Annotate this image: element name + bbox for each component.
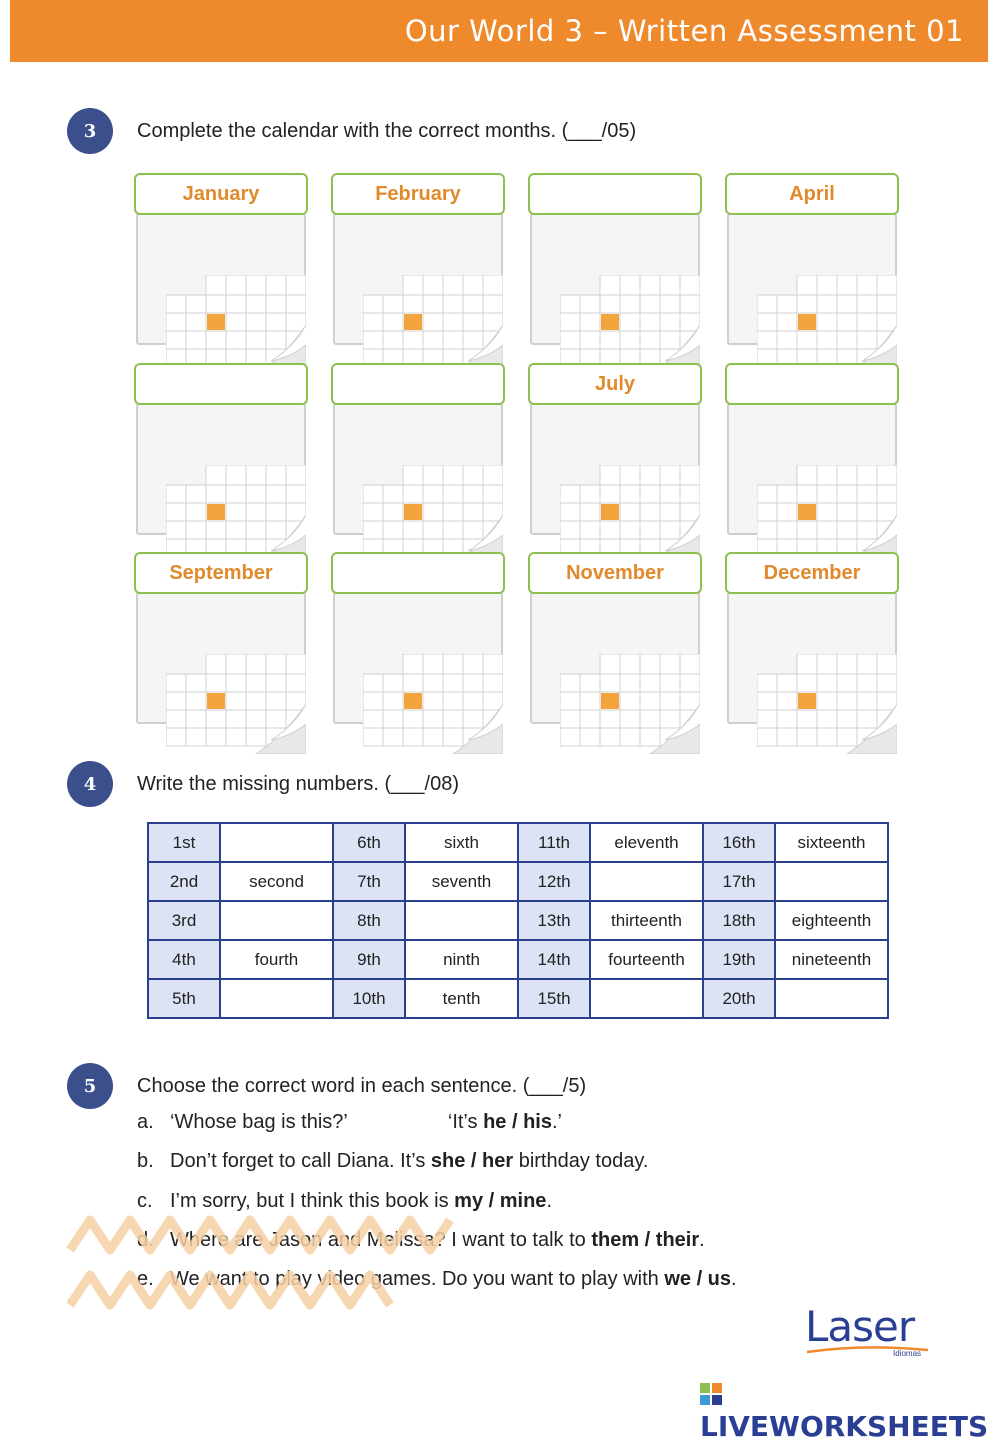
ordinal-number-cell: 9th — [333, 940, 405, 979]
word-choice[interactable]: my / mine — [454, 1190, 547, 1212]
ordinal-number-cell: 1st — [148, 823, 220, 862]
word-choice[interactable]: he / his — [483, 1111, 552, 1133]
month-answer-box[interactable] — [134, 363, 308, 405]
sentence-letter: b. — [137, 1150, 154, 1172]
calendar-page — [136, 403, 306, 535]
ordinal-number-cell: 15th — [518, 979, 590, 1018]
question-5-instruction: Choose the correct word in each sentence. (___/5) — [137, 1075, 587, 1097]
ordinal-number-cell: 14th — [518, 940, 590, 979]
calendar-page — [530, 213, 700, 345]
question-5-number: 5 — [67, 1063, 113, 1109]
ordinal-number-cell: 6th — [333, 823, 405, 862]
calendar-8 — [725, 363, 901, 539]
ordinal-number-cell: 2nd — [148, 862, 220, 901]
calendar-grid-icon — [757, 275, 897, 375]
sentence-text: .’ — [551, 1111, 562, 1133]
sentence-letter: c. — [137, 1190, 153, 1212]
calendar-12 — [725, 552, 901, 728]
sentence-text: I’m sorry, but I think this book is — [170, 1190, 455, 1212]
sentence-letter: e. — [137, 1268, 154, 1290]
ordinal-word-cell: sixth — [405, 823, 518, 862]
liveworksheets-watermark — [700, 1377, 1000, 1443]
calendar-7 — [528, 363, 704, 539]
sentence-letter: a. — [137, 1111, 154, 1133]
word-choice[interactable]: them / their — [591, 1229, 700, 1251]
calendar-page — [727, 403, 897, 535]
ordinal-word-cell: fourteenth — [590, 940, 703, 979]
calendar-page — [333, 592, 503, 724]
calendar-1 — [134, 173, 310, 349]
sentence-b — [137, 1150, 648, 1173]
ordinal-word-cell: sixteenth — [775, 823, 888, 862]
table-row — [148, 823, 888, 862]
ordinal-answer-cell[interactable] — [405, 901, 518, 940]
ordinal-word-cell: seventh — [405, 862, 518, 901]
sentence-text: . — [731, 1268, 737, 1290]
header-title: Our World 3 – Written Assessment 01 — [404, 14, 964, 48]
month-label: December — [725, 552, 899, 594]
decorative-zigzag — [65, 1205, 465, 1320]
sentence-text: birthday today. — [513, 1150, 649, 1172]
calendar-grid-icon — [363, 465, 503, 565]
calendar-page — [136, 213, 306, 345]
calendar-10 — [331, 552, 507, 728]
laser-logo — [805, 1302, 914, 1351]
calendar-grid-icon — [363, 275, 503, 375]
ordinal-number-cell: 20th — [703, 979, 775, 1018]
ordinal-word-cell: fourth — [220, 940, 333, 979]
ordinal-word-cell: thirteenth — [590, 901, 703, 940]
calendar-grid-icon — [363, 654, 503, 754]
ordinal-number-cell: 8th — [333, 901, 405, 940]
calendar-9 — [134, 552, 310, 728]
ordinal-answer-cell[interactable] — [590, 979, 703, 1018]
word-choice[interactable]: we / us — [664, 1268, 732, 1290]
calendar-grid-icon — [757, 654, 897, 754]
ordinal-number-cell: 17th — [703, 862, 775, 901]
calendar-grid-icon — [166, 275, 306, 375]
question-4-number: 4 — [67, 761, 113, 807]
ordinal-number-cell: 12th — [518, 862, 590, 901]
month-label: February — [331, 173, 505, 215]
table-row — [148, 862, 888, 901]
ordinal-number-cell: 18th — [703, 901, 775, 940]
calendar-page — [727, 592, 897, 724]
calendar-2 — [331, 173, 507, 349]
sentence-text: . — [546, 1190, 552, 1212]
table-row — [148, 940, 888, 979]
ordinal-number-cell: 19th — [703, 940, 775, 979]
calendar-page — [727, 213, 897, 345]
ordinal-answer-cell[interactable] — [220, 823, 333, 862]
ordinal-answer-cell[interactable] — [220, 979, 333, 1018]
ordinal-answer-cell[interactable] — [775, 862, 888, 901]
laser-logo-text: Laser — [805, 1302, 915, 1351]
ordinal-number-cell: 7th — [333, 862, 405, 901]
table-row — [148, 979, 888, 1018]
calendar-5 — [134, 363, 310, 539]
ordinal-answer-cell[interactable] — [220, 901, 333, 940]
table-row — [148, 901, 888, 940]
month-answer-box[interactable] — [528, 173, 702, 215]
sentence-text: . — [699, 1229, 705, 1251]
calendar-page — [333, 213, 503, 345]
ordinal-word-cell: ninth — [405, 940, 518, 979]
ordinal-numbers-table — [147, 822, 889, 1019]
question-3-number: 3 — [67, 108, 113, 154]
month-label: January — [134, 173, 308, 215]
sentence-letter: d. — [137, 1229, 154, 1251]
month-answer-box[interactable] — [331, 363, 505, 405]
month-answer-box[interactable] — [725, 363, 899, 405]
sentence-text: Where are Jason and Melissa? I want to talk to — [170, 1229, 592, 1251]
ordinal-word-cell: eighteenth — [775, 901, 888, 940]
calendar-grid-icon — [166, 465, 306, 565]
calendar-grid-icon — [560, 654, 700, 754]
calendar-4 — [725, 173, 901, 349]
sentence-text: We want to play video games. Do you want to play with — [170, 1268, 665, 1290]
sentence-text: ‘It’s — [447, 1111, 484, 1133]
ordinal-word-cell: eleventh — [590, 823, 703, 862]
calendar-page — [333, 403, 503, 535]
calendar-page — [530, 403, 700, 535]
ordinal-number-cell: 10th — [333, 979, 405, 1018]
calendar-grid-icon — [757, 465, 897, 565]
ordinal-number-cell: 11th — [518, 823, 590, 862]
calendar-3 — [528, 173, 704, 349]
month-label: July — [528, 363, 702, 405]
calendar-grid-icon — [560, 275, 700, 375]
question-4-instruction: Write the missing numbers. (___/08) — [137, 773, 459, 795]
ordinal-number-cell: 5th — [148, 979, 220, 1018]
ordinal-number-cell: 16th — [703, 823, 775, 862]
calendar-page — [136, 592, 306, 724]
calendar-6 — [331, 363, 507, 539]
page-header — [10, 0, 988, 62]
watermark-text: LIVEWORKSHEETS — [700, 1410, 989, 1443]
ordinal-answer-cell[interactable] — [775, 979, 888, 1018]
calendar-11 — [528, 552, 704, 728]
ordinal-answer-cell[interactable] — [590, 862, 703, 901]
ordinal-word-cell: nineteenth — [775, 940, 888, 979]
ordinal-word-cell: second — [220, 862, 333, 901]
month-label: September — [134, 552, 308, 594]
ordinal-number-cell: 3rd — [148, 901, 220, 940]
ordinal-number-cell: 13th — [518, 901, 590, 940]
sentence-a — [137, 1111, 562, 1134]
month-label: April — [725, 173, 899, 215]
sentence-text: Don’t forget to call Diana. It’s — [170, 1150, 431, 1172]
month-label: November — [528, 552, 702, 594]
month-answer-box[interactable] — [331, 552, 505, 594]
ordinal-word-cell: tenth — [405, 979, 518, 1018]
calendar-grid-icon — [166, 654, 306, 754]
calendar-page — [530, 592, 700, 724]
liveworksheets-icon — [700, 1383, 722, 1405]
word-choice[interactable]: she / her — [430, 1150, 514, 1172]
question-3-instruction: Complete the calendar with the correct months. (___/05) — [137, 120, 637, 142]
sentence-text: ‘Whose bag is this?’ — [170, 1111, 348, 1133]
calendar-grid-icon — [560, 465, 700, 565]
laser-logo-subtitle: Idiomas — [893, 1349, 922, 1358]
ordinal-number-cell: 4th — [148, 940, 220, 979]
